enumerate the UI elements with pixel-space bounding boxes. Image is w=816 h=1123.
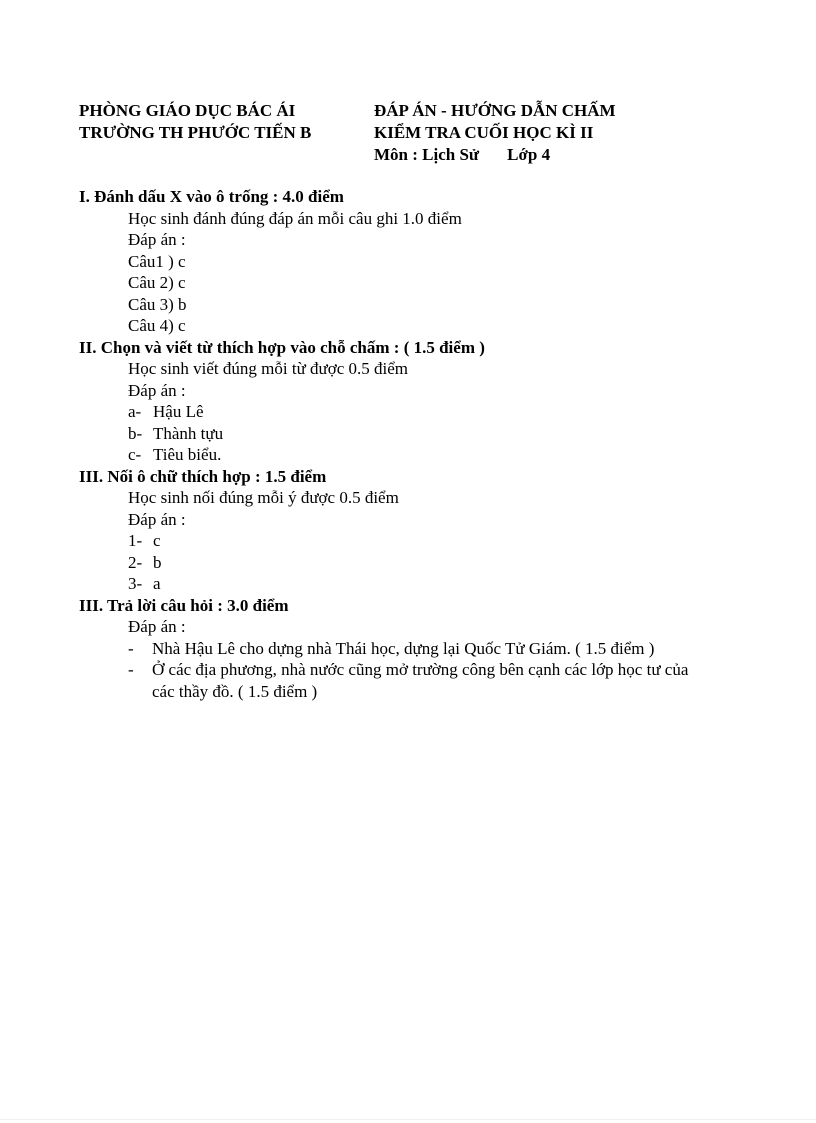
subject-label: Môn : Lịch Sử [374, 145, 480, 164]
list-item: Câu 3) b [128, 294, 187, 314]
item-text: a [153, 574, 161, 593]
section-2-answer-label: Đáp án : [128, 380, 186, 400]
section-2-title: II. Chọn và viết từ thích hợp vào chỗ chấm : ( 1.5 điểm ) [79, 337, 485, 357]
section-3-title: III. Nối ô chữ thích hợp : 1.5 điểm [79, 466, 327, 486]
item-text: Thành tựu [153, 423, 224, 443]
item-text: Hậu Lê [153, 402, 204, 421]
item-marker: c- [128, 445, 142, 464]
list-item [79, 659, 769, 702]
item-marker: 3- [128, 574, 143, 593]
subject-grade-line [374, 144, 794, 166]
list-item [79, 573, 769, 595]
item-marker: a- [128, 402, 142, 421]
list-item: Câu1 ) c [128, 251, 186, 271]
list-item [79, 423, 769, 445]
list-item [79, 530, 769, 552]
grade-label: Lớp 4 [507, 145, 551, 164]
school-info [79, 100, 379, 144]
list-item: Câu 4) c [128, 316, 186, 335]
section-4-answer-label: Đáp án : [128, 617, 186, 636]
item-marker: 1- [128, 531, 143, 550]
item-text: c [153, 531, 161, 550]
school-name: TRƯỜNG TH PHƯỚC TIẾN B [79, 123, 312, 142]
section-3-answer-label: Đáp án : [128, 509, 186, 529]
exam-name: KIỂM TRA CUỐI HỌC KÌ II [374, 123, 594, 142]
list-item [79, 401, 769, 423]
item-text: Tiêu biểu. [153, 445, 222, 464]
section-3-note: Học sinh nối đúng mỗi ý được 0.5 điểm [128, 488, 399, 507]
answer-key-body [79, 186, 769, 702]
item-text: b [153, 552, 162, 572]
answer-text-continued: các thầy đồ. ( 1.5 điểm ) [152, 681, 318, 701]
section-1-title: I. Đánh dấu X vào ô trống : 4.0 điểm [79, 187, 344, 206]
list-item [79, 638, 769, 660]
department-name: PHÒNG GIÁO DỤC BÁC ÁI [79, 101, 296, 120]
list-item: Câu 2) c [128, 273, 186, 292]
list-item [79, 444, 769, 466]
section-2-note: Học sinh viết đúng mỗi từ được 0.5 điểm [128, 359, 409, 378]
answer-text: Nhà Hậu Lê cho dựng nhà Thái học, dựng lại Quốc Tử Giám. ( 1.5 điểm ) [152, 638, 655, 658]
dash-bullet: - [128, 638, 134, 658]
item-marker: b- [128, 423, 143, 443]
list-item [79, 552, 769, 574]
section-4-title: III. Trả lời câu hỏi : 3.0 điểm [79, 595, 289, 615]
document-title: ĐÁP ÁN - HƯỚNG DẪN CHẤM [374, 101, 616, 120]
item-marker: 2- [128, 552, 143, 572]
answer-text: Ở các địa phương, nhà nước cũng mở trường công bên cạnh các lớp học tư của [152, 660, 689, 679]
section-1-answer-label: Đáp án : [128, 230, 186, 249]
dash-bullet: - [128, 660, 134, 679]
page-bottom-edge [0, 1119, 816, 1120]
exam-info [374, 100, 794, 166]
section-1-note: Học sinh đánh đúng đáp án mỗi câu ghi 1.0 điểm [128, 208, 462, 228]
